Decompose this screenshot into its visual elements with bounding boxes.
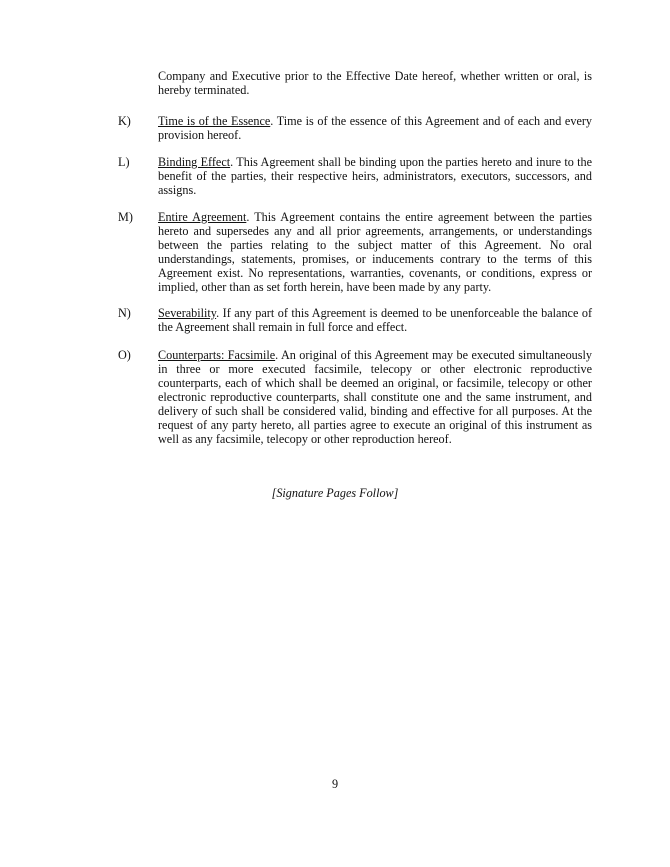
continued-paragraph: Company and Executive prior to the Effective Date hereof, whether written or oral, is hereby terminated. [158, 69, 592, 97]
section-label: K) [118, 114, 131, 128]
section-label: N) [118, 306, 131, 320]
section-text: . This Agreement shall be binding upon the parties hereto and inure to the benefit of the parties, their respective heirs, administrators, executors, successors, and assigns. [158, 155, 592, 197]
section-label: O) [118, 348, 131, 362]
section-heading: Binding Effect [158, 155, 231, 169]
section-label: L) [118, 155, 130, 169]
section-heading: Counterparts: Facsimile [158, 348, 276, 362]
section-text: . If any part of this Agreement is deemed to be unenforceable the balance of the Agreement shall remain in full force and effect. [158, 306, 592, 334]
section-text: . This Agreement contains the entire agreement between the parties hereto and supersedes any and all prior agreements, arrangements, or understandings between the parties relating to the subject matter of this Agreement. No oral understandings, statements, promises, or inducements contrary to the terms of this Agreement exist. No representations, warranties, covenants, or conditions, express or implied, other than as set forth herein, have been made by any party. [158, 210, 592, 294]
section-n [118, 306, 592, 334]
section-o [118, 348, 592, 446]
section-k [118, 114, 592, 142]
section-text: . An original of this Agreement may be executed simultaneously in three or more executed facsimile, telecopy or other electronic reproductive counterparts, each of which shall be deemed an original, or facsimile, telecopy or other electronic reproductive counterparts, shall constitute one and the same instrument, and delivery of such shall be considered valid, binding and effective for all purposes. At the request of any party hereto, all parties agree to execute an original of this instrument as well as any facsimile, telecopy or other reproduction hereof. [158, 348, 592, 446]
section-l [118, 155, 592, 197]
section-heading: Entire Agreement [158, 210, 247, 224]
page-number: 9 [331, 777, 339, 791]
section-label: M) [118, 210, 133, 224]
section-text: . Time is of the essence of this Agreement and of each and every provision hereof. [158, 114, 593, 142]
signature-pages-note: [Signature Pages Follow] [271, 486, 399, 500]
section-heading: Severability [158, 306, 217, 320]
section-m [118, 210, 592, 294]
section-heading: Time is of the Essence [158, 114, 271, 128]
